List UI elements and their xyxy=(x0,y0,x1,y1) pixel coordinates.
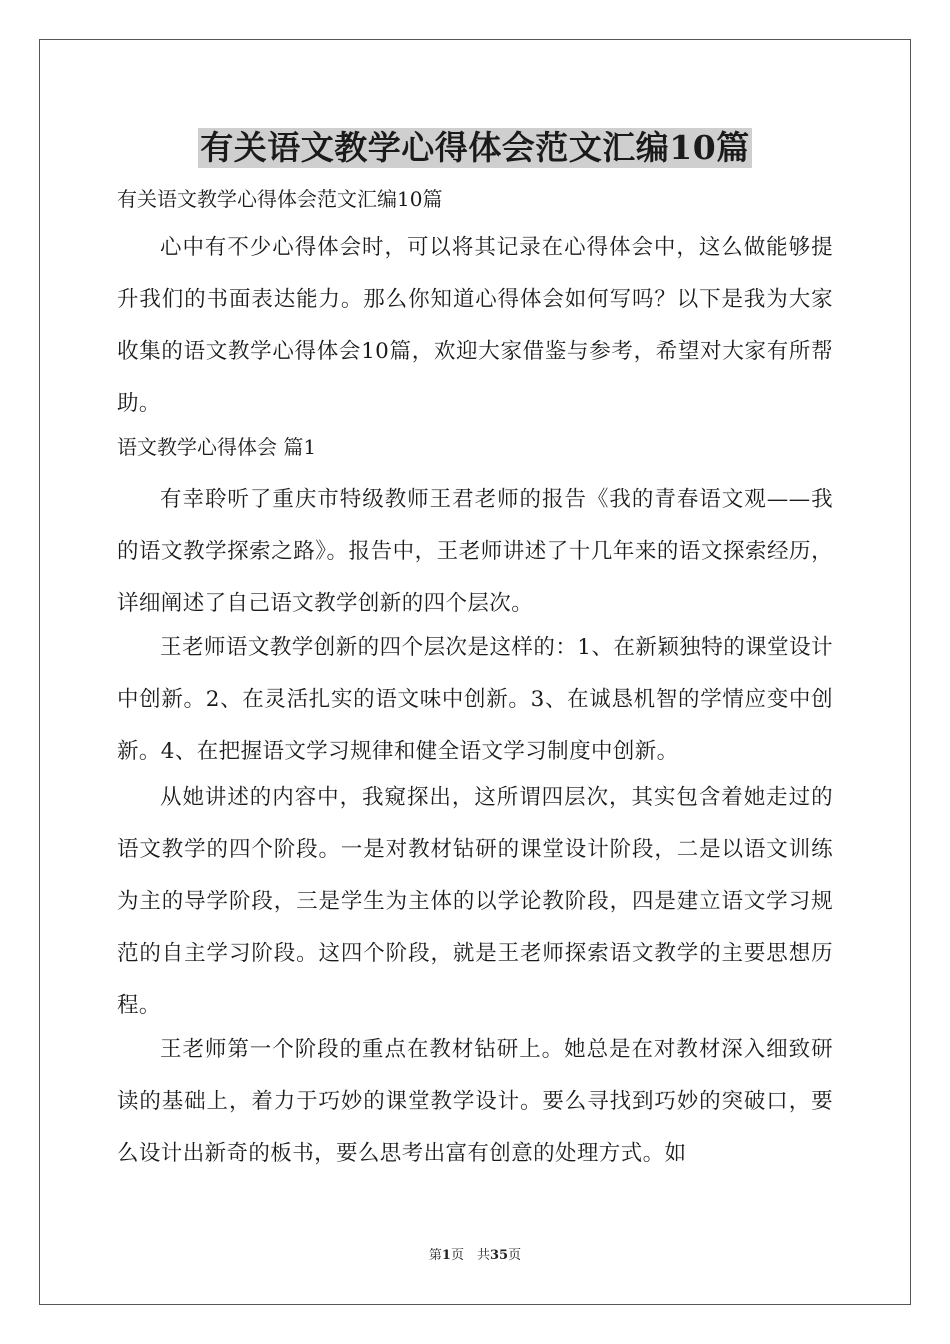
page-total: 35 xyxy=(489,1248,509,1263)
document-title xyxy=(117,128,833,168)
body-paragraph: 从她讲述的内容中，我窥探出，这所谓四层次，其实包含着她走过的语文教学的四个阶段。一是对教材钻研的课堂设计阶段，二是以语文训练为主的导学阶段，三是学生为主体的以学论教阶段，四是建立语文学习规范的自主学习阶段。这四个阶段，就是王老师探索语文教学的主要思想历程。 xyxy=(117,785,833,1018)
section-heading: 语文教学心得体会 篇1 xyxy=(117,435,317,459)
body-paragraph: 王老师第一个阶段的重点在教材钻研上。她总是在对教材深入细致研读的基础上，着力于巧妙的课堂教学设计。要么寻找到巧妙的突破口，要么设计出新奇的板书，要么思考出富有创意的处理方式。如 xyxy=(117,1037,833,1166)
body-paragraph: 王老师语文教学创新的四个层次是这样的：1、在新颖独特的课堂设计中创新。2、在灵活扎实的语文味中创新。3、在诚恳机智的学情应变中创新。4、在把握语文学习规律和健全语文学习制度中创新。 xyxy=(117,635,833,764)
document-subtitle: 有关语文教学心得体会范文汇编10篇 xyxy=(117,187,443,211)
body-paragraph: 有幸聆听了重庆市特级教师王君老师的报告《我的青春语文观——我的语文教学探索之路》。报告中，王老师讲述了十几年来的语文探索经历，详细阐述了自己语文教学创新的四个层次。 xyxy=(117,487,833,616)
page-mid: 页 共 xyxy=(450,1248,490,1263)
intro-paragraph: 心中有不少心得体会时，可以将其记录在心得体会中，这么做能够提升我们的书面表达能力。那么你知道心得体会如何写吗？以下是我为大家收集的语文教学心得体会10篇，欢迎大家借鉴与参考，希望对大家有所帮助。 xyxy=(117,235,833,416)
page-current: 1 xyxy=(441,1248,451,1263)
page-prefix: 第 xyxy=(428,1248,442,1263)
document-title-text: 有关语文教学心得体会范文汇编10篇 xyxy=(200,128,750,167)
page-footer xyxy=(0,1247,950,1265)
page-suffix: 页 xyxy=(508,1248,522,1263)
